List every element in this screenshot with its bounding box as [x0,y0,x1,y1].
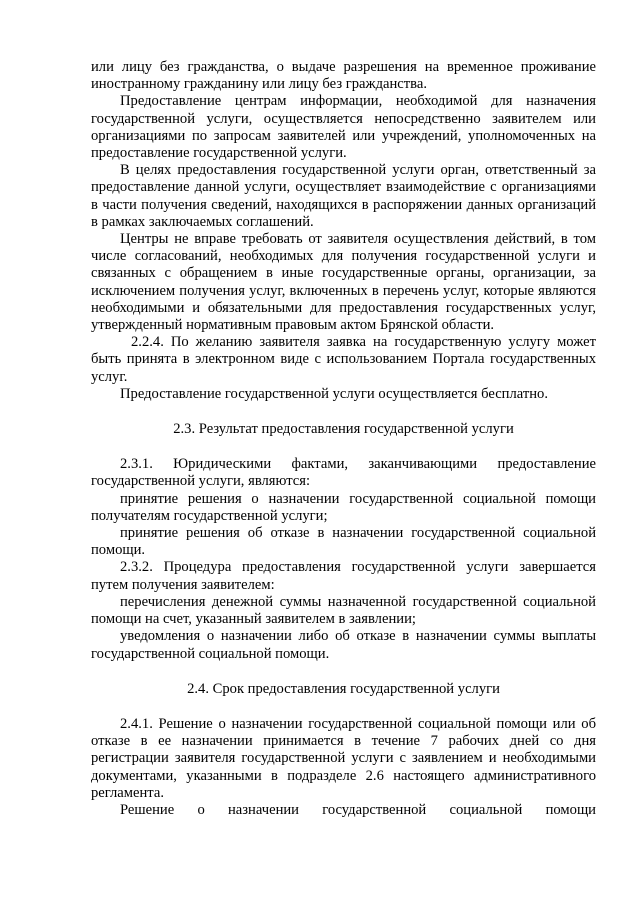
section-heading-2-4: 2.4. Срок предоставления государственной услуги [187,680,500,697]
paragraph-info-provision: Предоставление центрам информации, необходимой для назначения государственной услуги, осуществляется непосредственно заявителем или организациями по запросам заявителей или учреждений, уполномоченных на предоставление государственной услуги. [91,93,596,162]
paragraph-decision-refusal: принятие решения об отказе в назначении государственной социальной помощи. [91,525,596,559]
paragraph-notification: уведомления о назначении либо об отказе в назначении суммы выплаты государственной социальной помощи. [91,628,596,662]
paragraph-decision-continuation: Решение о назначении государственной социальной помощи [120,801,596,818]
paragraph-2-4-1: 2.4.1. Решение о назначении государственной социальной помощи или об отказе в ее назначении принимается в течение 7 рабочих дней со дня регистрации заявителя государственной услуги с заявлением и необходимыми документами, указанными в подразделе 2.6 настоящего административного регламента. [91,715,596,801]
paragraph-decision-grant: принятие решения о назначении государственной социальной помощи получателям государственной услуги; [91,490,596,524]
paragraph-2-3-2: 2.3.2. Процедура предоставления государственной услуги завершается путем получения заявителем: [91,559,596,593]
paragraph-2-3-1: 2.3.1. Юридическими фактами, заканчивающими предоставление государственной услуги, являются: [91,456,596,490]
paragraph-interaction: В целях предоставления государственной услуги орган, ответственный за предоставление данной услуги, осуществляет взаимодействие с организациями в части получения сведений, находящихся в распоряжении данных организаций в рамках заключаемых соглашений. [91,162,596,230]
spacer [91,698,596,716]
paragraph-centers-restrictions: Центры не вправе требовать от заявителя осуществления действий, в том числе согласований, необходимых для получения государственной услуги и связанных с обращением в иные государственные органы, организации, за исключением получения услуг, включенных в перечень услуг, которые являются необходимыми и обязательными для предоставления государственных услуг, утвержденный нормативным правовым актом Брянской области. [91,231,596,334]
spacer [91,663,596,681]
section-heading-2-3: 2.3. Результат предоставления государственной услуги [173,421,514,438]
paragraph-2-2-4: 2.2.4. По желанию заявителя заявка на государственную услугу может быть принята в электронном виде с использованием Портала государственных услуг. [91,334,596,385]
spacer [91,403,596,421]
paragraph-transfer: перечисления денежной суммы назначенной государственной социальной помощи на счет, указанный заявителем в заявлении; [91,593,596,628]
document-page [91,59,596,819]
spacer [91,438,596,456]
paragraph-continuation: или лицу без гражданства, о выдаче разрешения на временное проживание иностранному гражданину или лицу без гражданства. [91,59,596,93]
paragraph-free-of-charge: Предоставление государственной услуги осуществляется бесплатно. [120,385,548,402]
